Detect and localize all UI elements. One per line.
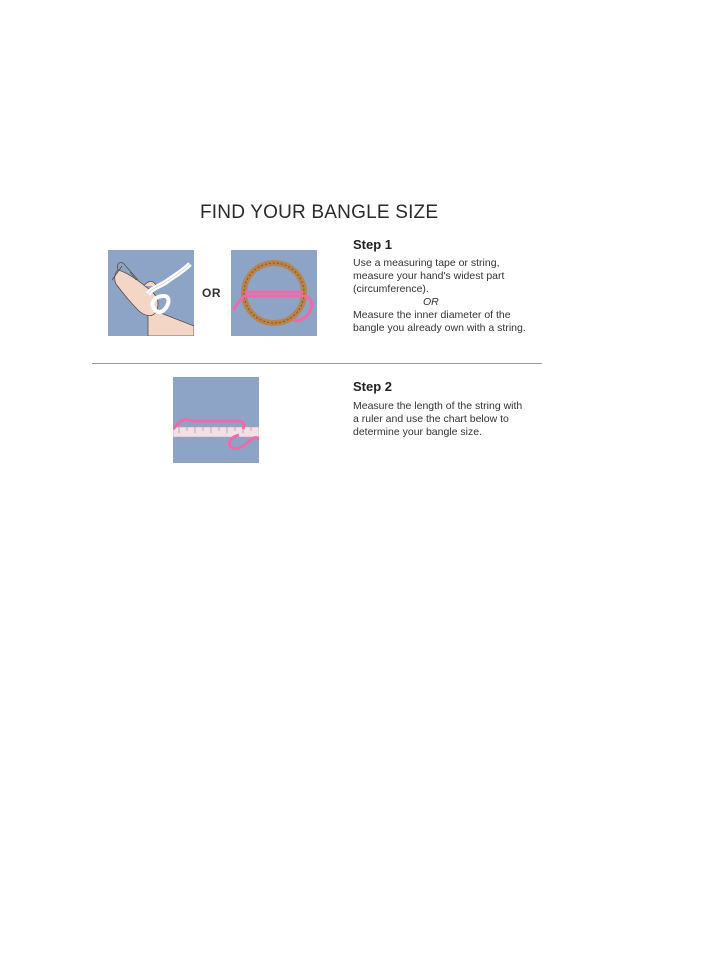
step1-text <box>353 257 543 335</box>
step1-title: Step 1 <box>353 237 393 252</box>
page-title: FIND YOUR BANGLE SIZE <box>200 202 439 223</box>
ruler-measure-illustration <box>173 377 259 463</box>
or-label: OR <box>202 286 221 300</box>
bangle-measure-svg <box>231 250 317 336</box>
step2-title: Step 2 <box>353 379 393 394</box>
step2-text: Measure the length of the string with a ruler and use the chart below to determine your bangle size. <box>353 400 523 438</box>
ruler-measure-svg <box>173 377 259 463</box>
hand-measure-svg <box>108 250 194 336</box>
section-divider <box>92 363 542 364</box>
bangle-measure-illustration <box>231 250 317 336</box>
step1-text-a: Use a measuring tape or string, measure your hand's widest part (circumference). <box>353 257 505 295</box>
step1-text-b: Measure the inner diameter of the bangle you already own with a string. <box>353 309 526 334</box>
hand-measure-illustration <box>108 250 194 336</box>
step1-or-text: OR <box>423 296 439 308</box>
